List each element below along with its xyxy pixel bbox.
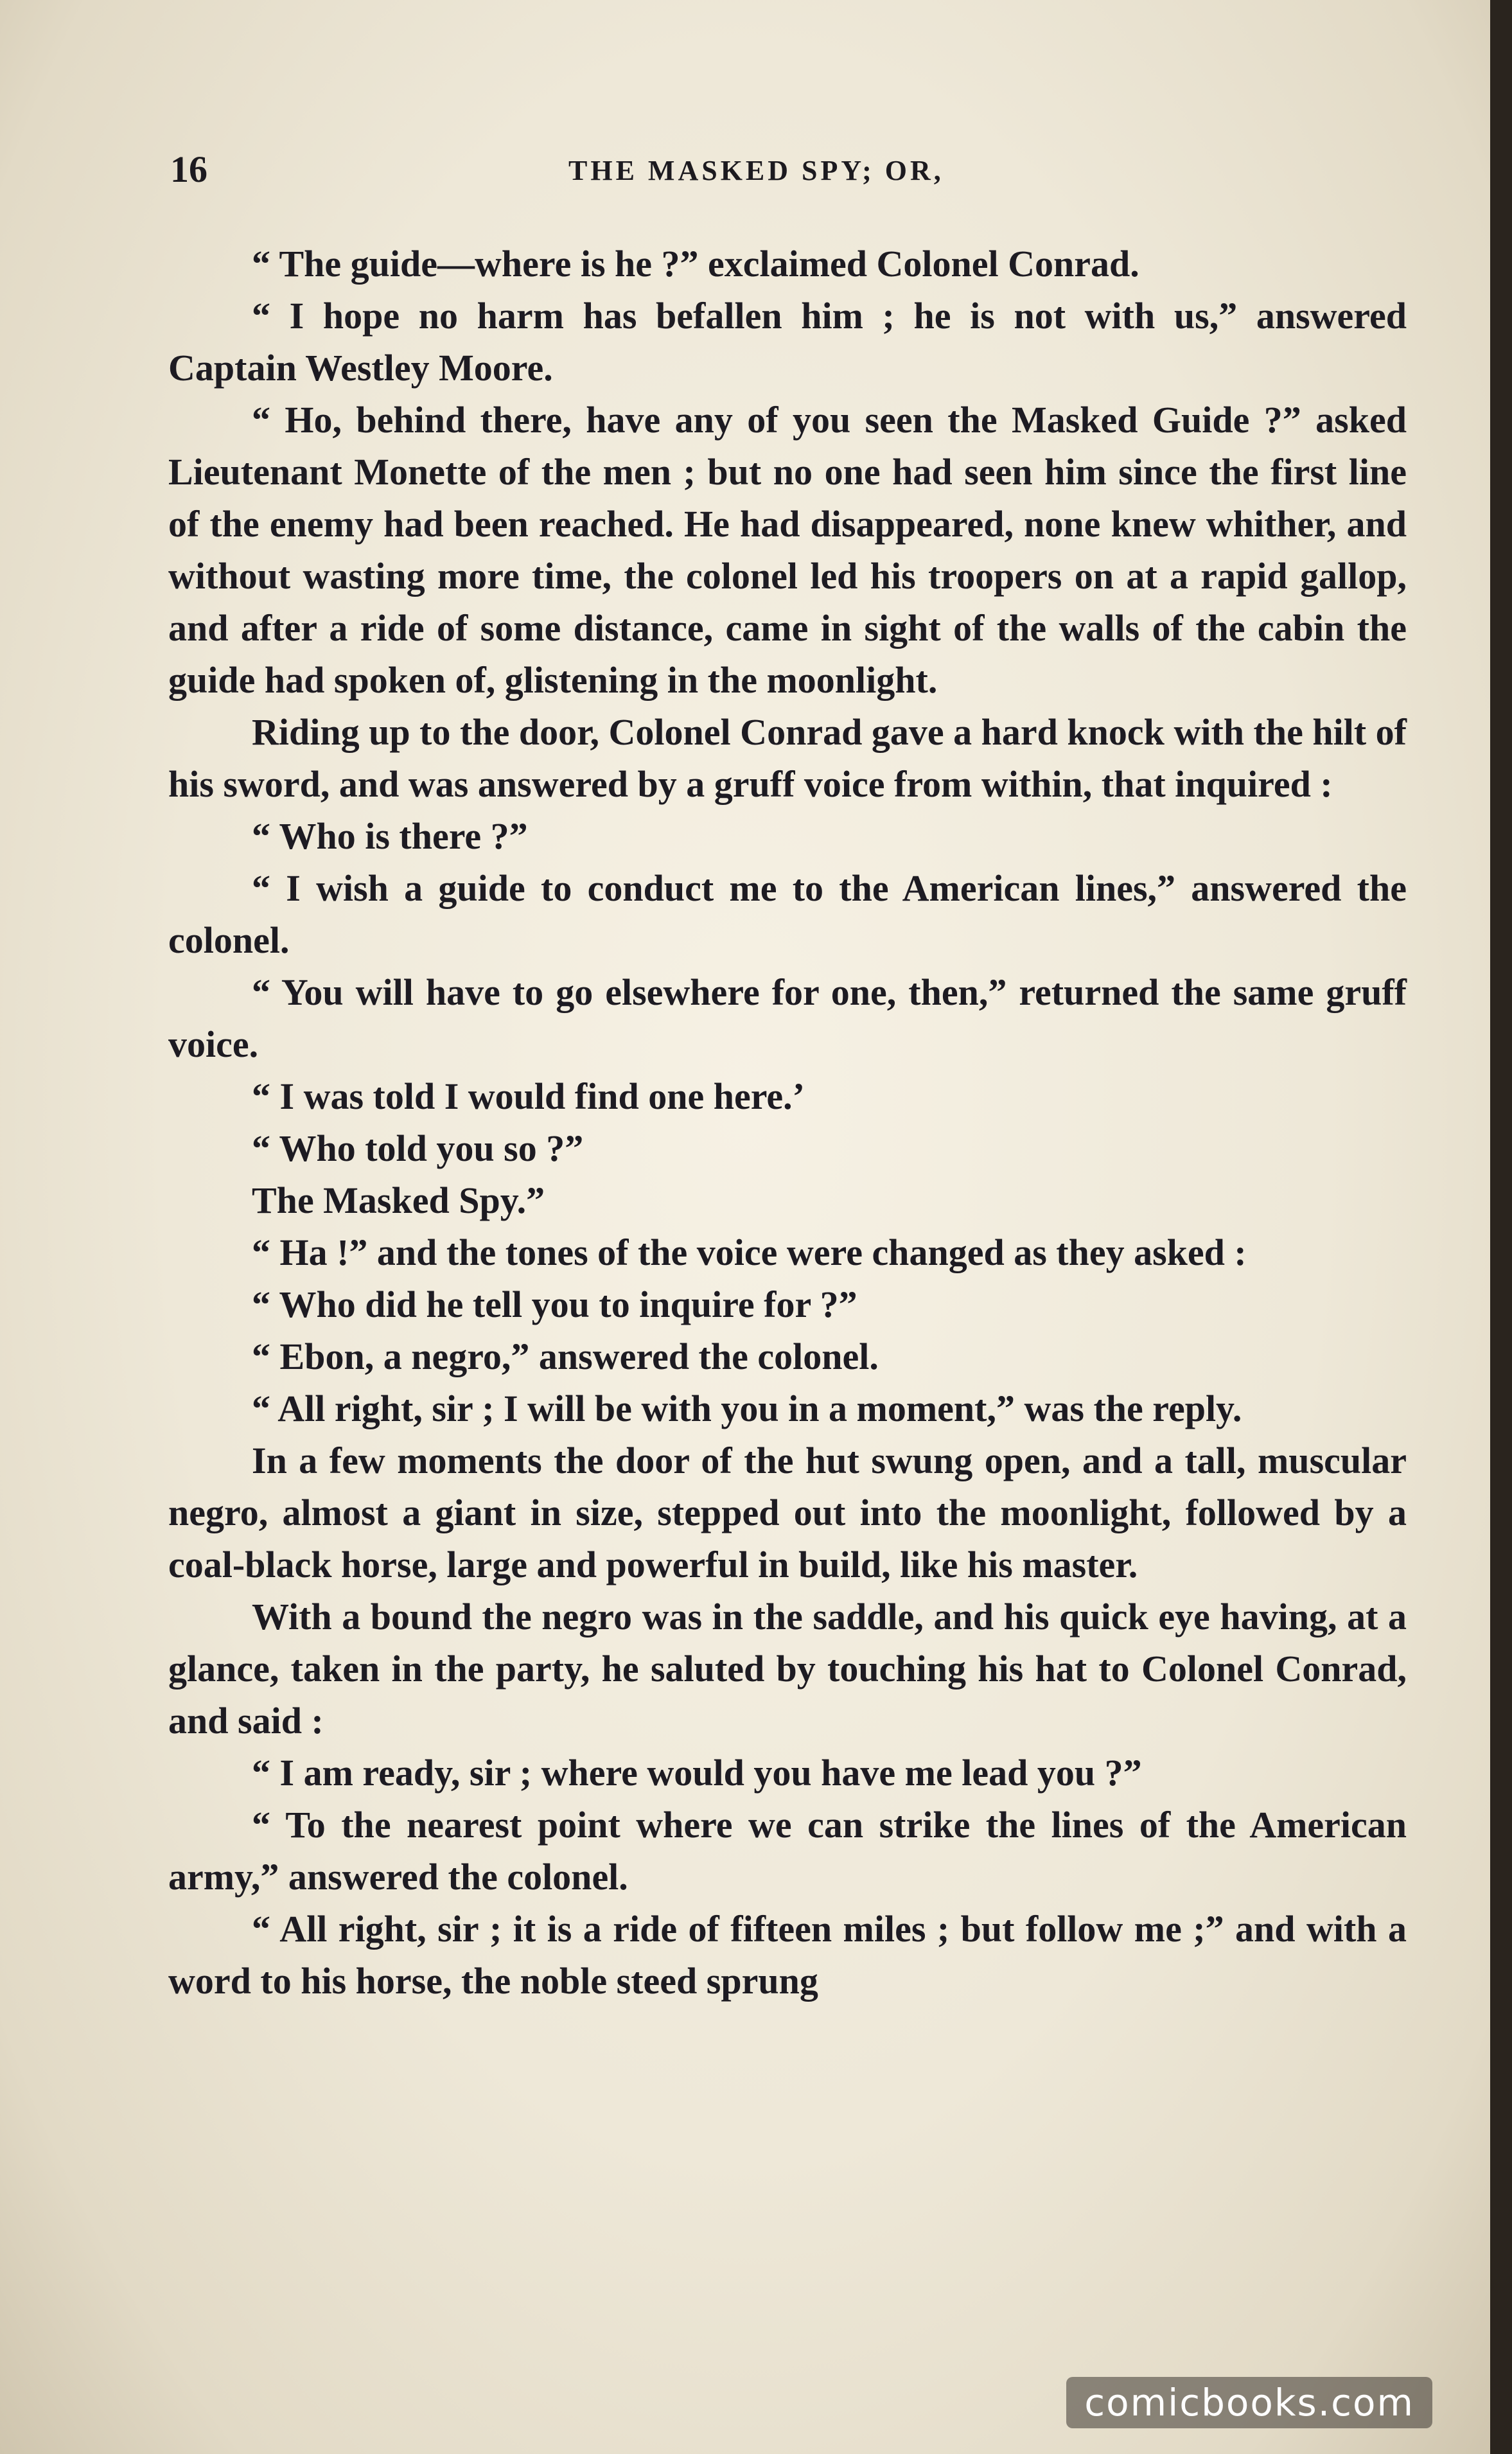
paragraph: The Masked Spy.” <box>252 1179 545 1221</box>
paragraph: “ I was told I would find one here.’ <box>252 1075 805 1117</box>
paragraph: “ Who told you so ?” <box>252 1127 584 1169</box>
paragraph: “ Who did he tell you to inquire for ?” <box>252 1284 857 1325</box>
paragraph: “ I wish a guide to conduct me to the American lines,” answered the colonel. <box>168 867 1407 961</box>
paragraph: “ Ebon, a negro,” answered the colonel. <box>252 1336 879 1377</box>
paragraph: Riding up to the door, Colonel Conrad gave a hard knock with the hilt of his sword, and was answered by a gruff voice from within, that inquired : <box>168 711 1407 805</box>
paragraph: “ All right, sir ; I will be with you in a moment,” was the reply. <box>252 1388 1242 1429</box>
paragraph: In a few moments the door of the hut swung open, and a tall, muscular negro, almost a giant in size, stepped out into the moonlight, followed by a coal-black horse, large and powerful in build, like his master. <box>168 1440 1407 1585</box>
paragraph: “ Ha !” and the tones of the voice were changed as they asked : <box>252 1231 1247 1273</box>
paragraph: “ All right, sir ; it is a ride of fifteen miles ; but follow me ;” and with a word to his horse, the noble steed sprung <box>168 1908 1407 2002</box>
paragraph: “ You will have to go elsewhere for one, then,” returned the same gruff voice. <box>168 971 1407 1065</box>
paragraph: “ I am ready, sir ; where would you have me lead you ?” <box>252 1752 1142 1794</box>
watermark: comicbooks.com <box>1066 2377 1432 2428</box>
body-text <box>168 238 1407 2007</box>
paragraph: “ The guide—where is he ?” exclaimed Colonel Conrad. <box>252 243 1139 285</box>
paragraph: “ Who is there ?” <box>252 815 528 857</box>
paragraph: “ To the nearest point where we can strike the lines of the American army,” answered the colonel. <box>168 1804 1407 1898</box>
paragraph: “ Ho, behind there, have any of you seen the Masked Guide ?” asked Lieutenant Monette of the men ; but no one had seen him since the first line of the enemy had been reached. He had disappeared, none knew whither, and without wasting more time, the colonel led his troopers on at a rapid gallop, and after a ride of some distance, came in sight of the walls of the cabin the guide had spoken of, glistening in the moonlight. <box>168 399 1407 701</box>
paragraph: With a bound the negro was in the saddle, and his quick eye having, at a glance, taken in the party, he saluted by touching his hat to Colonel Conrad, and said : <box>168 1596 1407 1742</box>
page-header <box>170 148 1375 199</box>
paragraph: “ I hope no harm has befallen him ; he is not with us,” answered Captain Westley Moore. <box>168 295 1407 389</box>
running-title: THE MASKED SPY; OR, <box>568 155 944 186</box>
page-number: 16 <box>170 148 207 190</box>
